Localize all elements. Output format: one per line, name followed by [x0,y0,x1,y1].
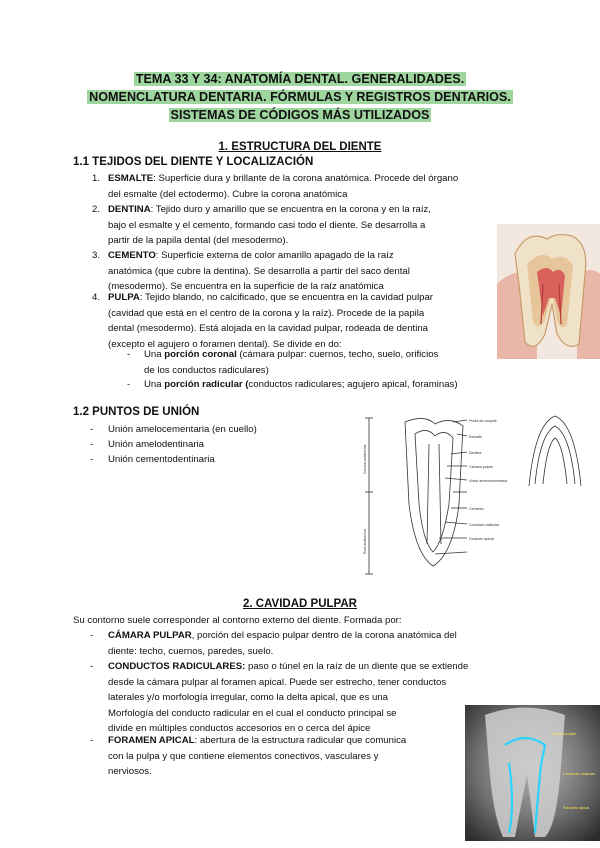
list-number: 1. [92,173,101,184]
dash-bullet: - [90,661,94,672]
dental-xray-image [465,705,600,841]
subsection-1-1-heading: 1.1 TEJIDOS DEL DIENTE Y LOCALIZACIÓN [73,156,314,168]
xray-label: Cámara pulpar [551,732,577,736]
xray-label: Foramen apical [563,806,590,810]
svg-text:Punta de cúspide: Punta de cúspide [469,419,497,423]
svg-text:Conducto radicular: Conducto radicular [469,523,500,527]
sub-item-porcion-radicular: Una porción radicular (conductos radiculares; agujero apical, foraminas) [144,379,458,390]
title-line-2: NOMENCLATURA DENTARIA. FÓRMULAS Y REGISTROS DENTARIOS. [89,90,511,104]
union-item: Unión cementodentinaria [108,454,215,465]
title-line-3: SISTEMAS DE CÓDIGOS MÁS UTILIZADOS [170,108,430,122]
tooth-section-illustration [497,224,600,359]
section-2-intro: Su contorno suele corresponder al contorno externo del diente. Formada por: [73,615,402,626]
list-item-cemento: CEMENTO: Superficie externa de color amarillo apagado de la raíz anatómica (que cubre la dentina). Se desarrolla a partir del saco dental (mesodermo). Se encuentra en la superficie de la raíz anatómica [108,250,410,293]
svg-text:Foramen apical: Foramen apical [469,537,494,541]
svg-text:Raíz anatómica: Raíz anatómica [363,529,367,554]
union-item: Unión amelodentinaria [108,439,204,450]
item-camara-pulpar: CÁMARA PULPAR, porción del espacio pulpar dentro de la corona anatómica del diente: techo, cuernos, paredes, suelo. [108,630,457,657]
list-number: 2. [92,204,101,215]
dash-bullet: - [90,735,94,746]
xray-label: Conducto radicular [563,772,595,776]
svg-text:Unión amelocementaria: Unión amelocementaria [469,479,507,483]
term-label: ESMALTE [108,173,154,184]
list-number: 3. [92,250,101,261]
svg-text:Cemento: Cemento [469,507,484,511]
section-2-heading: 2. CAVIDAD PULPAR [243,598,357,610]
dash-bullet: - [90,439,94,450]
term-label: CEMENTO [108,250,156,261]
svg-text:Cámara pulpar: Cámara pulpar [469,465,493,469]
term-label: DENTINA [108,204,151,215]
list-item-esmalte: ESMALTE: Superficie dura y brillante de la corona anatómica. Procede del órgano del esmalte (del ectodermo). Cubre la corona anatómica [108,173,459,200]
subsection-1-2-heading: 1.2 PUNTOS DE UNIÓN [73,406,200,418]
svg-text:Esmalte: Esmalte [469,435,482,439]
list-item-dentina: DENTINA: Tejido duro y amarillo que se encuentra en la corona y en la raíz, bajo el esmalte y el cemento, formando casi todo el diente. Se desarrolla a partir de la papila dental (del mesodermo). [108,204,431,247]
sub-item-porcion-coronal: Una porción coronal (cámara pulpar: cuernos, techo, suelo, orificios de los conductos radiculares) [144,349,439,376]
dash-bullet: - [127,379,131,390]
dash-bullet: - [90,424,94,435]
list-number: 4. [92,292,101,303]
dash-bullet: - [90,630,94,641]
dash-bullet: - [127,349,131,360]
tooth-anatomy-diagram [355,414,595,580]
svg-text:Corona anatómica: Corona anatómica [363,444,367,474]
union-item: Unión amelocementaria (en cuello) [108,424,257,435]
term-label: PULPA [108,292,140,303]
title-line-1: TEMA 33 Y 34: ANATOMÍA DENTAL. GENERALIDADES. [135,72,465,86]
svg-text:Dentina: Dentina [469,451,482,455]
section-1-heading: 1. ESTRUCTURA DEL DIENTE [218,141,382,153]
item-conductos-radiculares: CONDUCTOS RADICULARES: paso o túnel en la raíz de un diente que se extiende desde la cámara pulpar al foramen apical. Puede ser estrecho, tener conductos laterales y/o morfología irregular, como la delta apical, que es una Morfología del conducto radicular en el cual el conducto principal se divide en múltiples conductos accesorios en o cerca del ápice [108,661,469,735]
item-foramen-apical: FORAMEN APICAL: abertura de la estructura radicular que comunica con la pulpa y que contiene elementos conectivos, vasculares y nerviosos. [108,735,407,778]
dash-bullet: - [90,454,94,465]
list-item-pulpa: PULPA: Tejido blando, no calcificado, que se encuentra en la cavidad pulpar (cavidad que está en el centro de la corona y la raíz). Procede de la papila dental (mesodermo). Está alojada en la cavidad pulpar, rodeada de dentina (excepto el agujero o foramen dental). Se divide en do: [108,292,433,350]
